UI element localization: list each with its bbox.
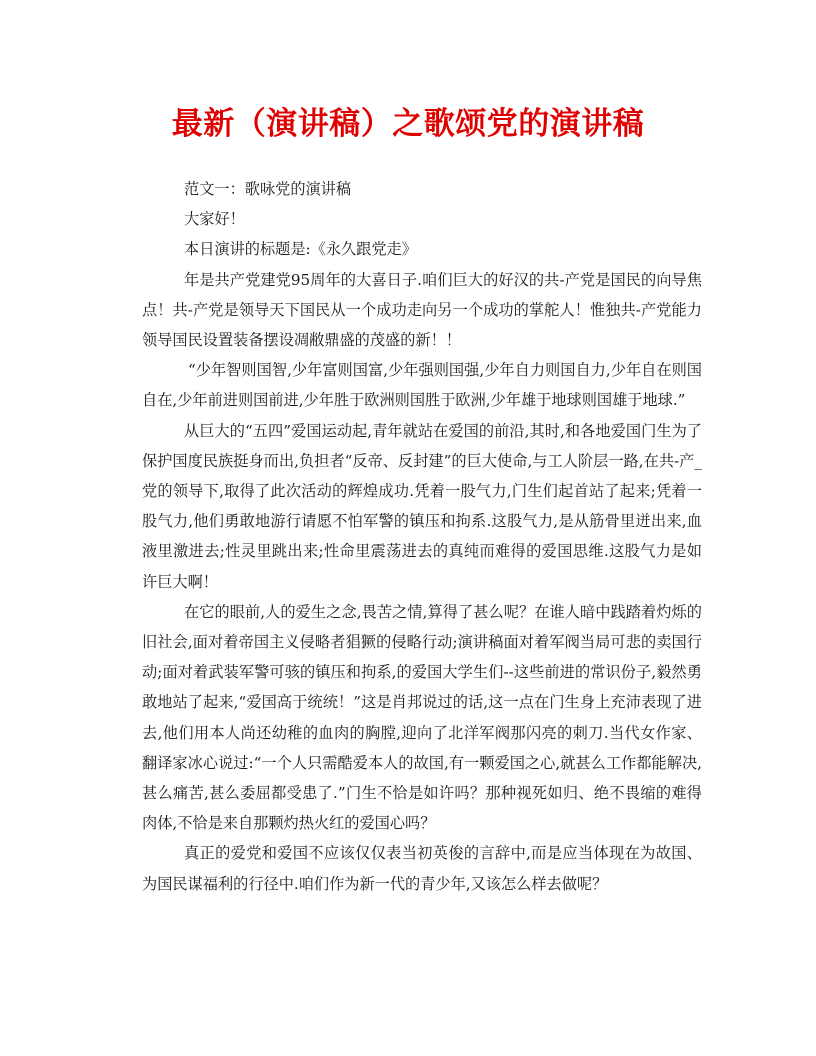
paragraph: 范文一：歌咏党的演讲稿 (184, 180, 352, 198)
paragraph: 从巨大的“五四”爱国运动起,青年就站在爱国的前沿,其时,和各地爱国门生为了保护国度民族挺身而出,负担者“反帝、反封建”的巨大使命,与工人阶层一路,在共-产_党的领导下,取得了此次活动的辉煌成功.凭着一股气力,门生们起首站了起来;凭着一股气力,他们勇敢地游行请愿不怕军警的镇压和拘系.这股气力,是从筋骨里迸出来,血液里激进去;性灵里跳出来;性命里震荡进去的真纯而难得的爱国思维.这股气力是如许巨大啊！ (142, 421, 702, 591)
paragraph: “少年智则国智,少年富则国富,少年强则国强,少年自力则国自力,少年自在则国自在,少年前进则国前进,少年胜于欧洲则国胜于欧洲,少年雄于地球则国雄于地球.” (142, 361, 702, 410)
paragraph: 年是共产党建党95周年的大喜日子.咱们巨大的好汉的共-产党是国民的向导焦点！共-产党是领导天下国民从一个成功走向另一个成功的掌舵人！惟独共-产党能力领导国民设置装备摆设凋敝鼎盛的茂盛的新！！ (142, 270, 702, 350)
paragraph: 本日演讲的标题是:《永久跟党走》 (184, 240, 417, 259)
paragraph: 大家好！ (184, 210, 245, 229)
document-body (142, 174, 702, 899)
document-title: 最新（演讲稿）之歌颂党的演讲稿 (171, 106, 645, 142)
paragraph: 真正的爱党和爱国不应该仅仅表当初英俊的言辞中,而是应当体现在为故国、为国民谋福利的行径中.咱们作为新一代的青少年,又该怎么样去做呢？ (142, 844, 702, 893)
paragraph: 在它的眼前,人的爱生之念,畏苦之情,算得了甚么呢？在谁人暗中践踏着灼烁的旧社会,面对着帝国主义侵略者猖獗的侵略行动;演讲稿面对着军阀当局可悲的卖国行动;面对着武装军警可骇的镇压和拘系,的爱国大学生们--这些前进的常识份子,毅然勇敢地站了起来,“爱国高于统统！”这是肖邦说过的话,这一点在门生身上充沛表现了进去,他们用本人尚还幼稚的血肉的胸膛,迎向了北洋军阀那闪亮的刺刀.当代女作家、翻译家冰心说过:“一个人只需酷爱本人的故国,有一颗爱国之心,就甚么工作都能解决,甚么痛苦,甚么委屈都受患了.”门生不恰是如许吗？那种视死如归、绝不畏缩的难得肉体,不恰是来自那颗灼热火红的爱国心吗？ (142, 602, 702, 833)
